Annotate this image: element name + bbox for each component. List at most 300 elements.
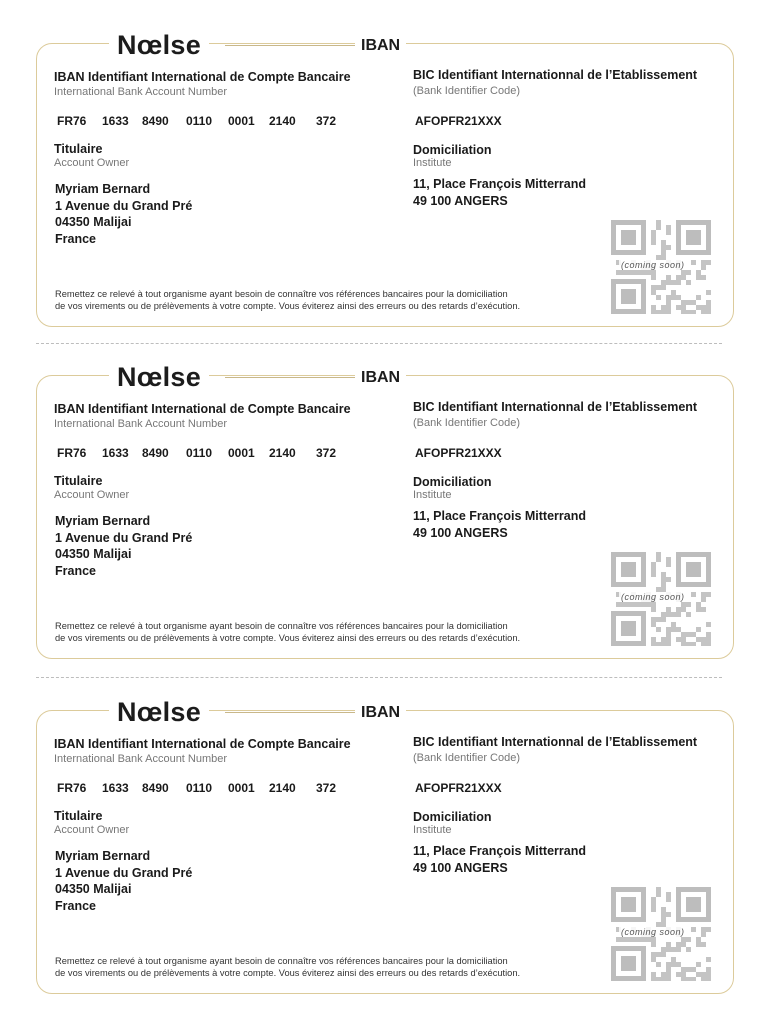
qr-module [696, 627, 701, 632]
qr-caption: (coming soon) [621, 927, 685, 937]
qr-module [616, 937, 621, 942]
qr-module [666, 947, 671, 952]
qr-module [666, 310, 671, 314]
instruction-line: de vos virements ou de prélèvements à votre compte. Vous éviterez ainsi des erreurs ou des retards d’exécution. [55, 301, 521, 311]
qr-module [696, 607, 701, 612]
brand-logo: Nœlse [109, 28, 209, 62]
owner-sublabel: Account Owner [54, 157, 130, 169]
qr-module [681, 937, 686, 942]
owner-name: Myriam Bernard [55, 182, 151, 196]
qr-module [641, 270, 646, 275]
qr-module [641, 602, 646, 607]
qr-module [686, 947, 691, 952]
iban-part: 2140 [269, 781, 296, 795]
iban-heading: IBAN [355, 368, 406, 388]
qr-module [666, 230, 671, 235]
owner-label: Titulaire [54, 809, 103, 823]
qr-module [656, 892, 661, 897]
qr-module [651, 235, 656, 240]
qr-module [686, 602, 691, 607]
qr-module [706, 592, 711, 597]
qr-module [686, 632, 691, 637]
qr-module [651, 602, 656, 607]
qr-module [701, 607, 706, 612]
iban-part: FR76 [57, 781, 87, 795]
qr-module [656, 310, 661, 314]
owner-country: France [55, 899, 96, 913]
iban-part: 8490 [142, 781, 169, 795]
qr-module [681, 607, 686, 612]
qr-module [671, 962, 676, 967]
qr-module [656, 220, 661, 225]
qr-module [631, 270, 636, 275]
qr-module [671, 622, 676, 627]
qr-module [686, 562, 701, 577]
qr-module [656, 642, 661, 646]
qr-module [651, 572, 656, 577]
qr-module [666, 295, 671, 300]
qr-module [686, 270, 691, 275]
owner-address-line: 1 Avenue du Grand Pré [55, 866, 193, 880]
qr-module [706, 637, 711, 642]
qr-module [621, 956, 636, 971]
qr-module [636, 937, 641, 942]
qr-module [661, 577, 666, 582]
qr-module [676, 972, 681, 977]
qr-module [701, 927, 706, 932]
qr-module [621, 289, 636, 304]
qr-module [686, 280, 691, 285]
qr-module [686, 642, 691, 646]
qr-module [651, 902, 656, 907]
qr-module [691, 927, 696, 932]
domiciliation-sublabel: Institute [413, 824, 452, 836]
iban-part: 1633 [102, 114, 129, 128]
qr-module [651, 290, 656, 295]
qr-module [706, 642, 711, 646]
qr-module [686, 612, 691, 617]
qr-module [671, 957, 676, 962]
qr-module [681, 305, 686, 310]
qr-module [701, 932, 706, 937]
qr-module [706, 632, 711, 637]
instruction-line: Remettez ce relevé à tout organisme ayant besoin de connaître vos références bancaires pour la domiciliation [55, 289, 508, 299]
qr-module [666, 245, 671, 250]
bic-sublabel: (Bank Identifier Code) [413, 417, 520, 429]
qr-module [701, 310, 706, 314]
iban-part: 372 [316, 446, 337, 460]
qr-module [681, 967, 686, 972]
owner-country: France [55, 232, 96, 246]
qr-module [701, 305, 706, 310]
qr-module [696, 937, 701, 942]
qr-module [686, 897, 701, 912]
qr-module [651, 642, 656, 646]
owner-country: France [55, 564, 96, 578]
iban-part: 0110 [186, 446, 213, 460]
iban-slip [0, 30, 768, 333]
qr-module [706, 300, 711, 305]
qr-module [666, 642, 671, 646]
iban-part: 0001 [228, 781, 255, 795]
qr-module [701, 637, 706, 642]
instruction-line: de vos virements ou de prélèvements à votre compte. Vous éviterez ainsi des erreurs ou des retards d’exécution. [55, 633, 521, 643]
qr-module [691, 300, 696, 305]
qr-module [671, 295, 676, 300]
owner-label: Titulaire [54, 474, 103, 488]
qr-module [661, 907, 666, 912]
iban-card [36, 362, 734, 659]
qr-module [661, 947, 666, 952]
qr-module [666, 942, 671, 947]
qr-module [651, 637, 656, 642]
qr-module [691, 310, 696, 314]
qr-module [666, 967, 671, 972]
iban-part: 0110 [186, 114, 213, 128]
qr-module [686, 967, 691, 972]
qr-module [621, 230, 636, 245]
qr-module [701, 597, 706, 602]
qr-module [626, 602, 631, 607]
qr-module [661, 972, 666, 977]
qr-module [666, 280, 671, 285]
bic-value: AFOPFR21XXX [415, 446, 502, 460]
qr-module [666, 897, 671, 902]
qr-module [651, 972, 656, 977]
domiciliation-address-line: 11, Place François Mitterrand [413, 177, 586, 191]
qr-module [666, 627, 671, 632]
owner-address-line: 04350 Malijai [55, 882, 132, 896]
qr-module [661, 310, 666, 314]
qr-module [676, 637, 681, 642]
qr-module [621, 937, 626, 942]
qr-module [656, 295, 661, 300]
qr-module [661, 612, 666, 617]
qr-module [621, 270, 626, 275]
bic-sublabel: (Bank Identifier Code) [413, 752, 520, 764]
qr-module [666, 275, 671, 280]
iban-number [57, 114, 356, 128]
iban-part: 8490 [142, 114, 169, 128]
iban-part: 0110 [186, 781, 213, 795]
qr-module [651, 607, 656, 612]
brand-logo: Nœlse [109, 695, 209, 729]
qr-module [666, 632, 671, 637]
qr-module [701, 260, 706, 265]
qr-module [691, 592, 696, 597]
bic-label: BIC Identifiant Internationnal de l’Etablissement [413, 68, 698, 82]
bic-sublabel: (Bank Identifier Code) [413, 85, 520, 97]
iban-part: 372 [316, 114, 337, 128]
qr-module [681, 275, 686, 280]
qr-module [646, 270, 651, 275]
iban-sublabel: International Bank Account Number [54, 753, 228, 765]
qr-module [666, 912, 671, 917]
qr-module [706, 305, 711, 310]
qr-module [666, 637, 671, 642]
qr-module [666, 577, 671, 582]
qr-module [661, 582, 666, 587]
iban-number [57, 446, 356, 460]
instruction-line: de vos virements ou de prélèvements à votre compte. Vous éviterez ainsi des erreurs ou des retards d’exécution. [55, 968, 521, 978]
qr-module [696, 972, 701, 977]
qr-module [686, 300, 691, 305]
qr-module [686, 977, 691, 981]
qr-module [661, 285, 666, 290]
qr-module [681, 642, 686, 646]
qr-module [656, 552, 661, 557]
qr-module [706, 290, 711, 295]
iban-part: 1633 [102, 446, 129, 460]
qr-module [666, 962, 671, 967]
qr-module [681, 300, 686, 305]
qr-module [651, 617, 656, 622]
qr-module [701, 942, 706, 947]
qr-module [676, 947, 681, 952]
qr-module [676, 280, 681, 285]
qr-module [651, 952, 656, 957]
bic-label: BIC Identifiant Internationnal de l’Etablissement [413, 400, 698, 414]
qr-module [621, 621, 636, 636]
qr-module [666, 225, 671, 230]
qr-module [691, 632, 696, 637]
domiciliation-label: Domiciliation [413, 810, 492, 824]
qr-module [676, 942, 681, 947]
iban-part: FR76 [57, 446, 87, 460]
qr-module [696, 962, 701, 967]
iban-slip [0, 362, 768, 665]
brand-logo: Nœlse [109, 360, 209, 394]
qr-module [651, 305, 656, 310]
iban-label: IBAN Identifiant International de Compte Bancaire [54, 402, 351, 416]
qr-module [666, 562, 671, 567]
qr-module [661, 952, 666, 957]
qr-module [681, 942, 686, 947]
instruction-note [55, 620, 615, 644]
owner-address-line: 04350 Malijai [55, 215, 132, 229]
qr-module [646, 602, 651, 607]
qr-module [651, 240, 656, 245]
qr-module [701, 972, 706, 977]
domiciliation-address-line: 11, Place François Mitterrand [413, 844, 586, 858]
qr-module [651, 275, 656, 280]
iban-part: 0001 [228, 446, 255, 460]
qr-module [621, 602, 626, 607]
qr-module [676, 295, 681, 300]
qr-module [681, 602, 686, 607]
qr-module [641, 937, 646, 942]
qr-module [676, 962, 681, 967]
qr-module [696, 270, 701, 275]
qr-module [661, 250, 666, 255]
owner-address-line: 1 Avenue du Grand Pré [55, 199, 193, 213]
qr-module [696, 942, 701, 947]
qr-module [651, 567, 656, 572]
qr-module [671, 612, 676, 617]
iban-card [36, 30, 734, 327]
qr-module [676, 275, 681, 280]
iban-part: 1633 [102, 781, 129, 795]
qr-module [681, 637, 686, 642]
qr-module [661, 245, 666, 250]
qr-module [651, 907, 656, 912]
qr-module [706, 957, 711, 962]
iban-label: IBAN Identifiant International de Compte Bancaire [54, 70, 351, 84]
qr-module [706, 260, 711, 265]
qr-module [661, 240, 666, 245]
qr-module [661, 305, 666, 310]
instruction-note [55, 955, 615, 979]
qr-module [651, 622, 656, 627]
cut-line [36, 343, 722, 344]
iban-card [36, 697, 734, 994]
qr-module [656, 952, 661, 957]
qr-module [676, 612, 681, 617]
iban-heading: IBAN [355, 36, 406, 56]
qr-module [631, 937, 636, 942]
qr-module [666, 972, 671, 977]
iban-part: 8490 [142, 446, 169, 460]
qr-module [661, 917, 666, 922]
qr-module [681, 977, 686, 981]
qr-module [676, 607, 681, 612]
cut-line [36, 677, 722, 678]
qr-module [666, 977, 671, 981]
qr-module [661, 912, 666, 917]
domiciliation-city: 49 100 ANGERS [413, 861, 508, 875]
qr-module [656, 627, 661, 632]
qr-module [681, 270, 686, 275]
qr-module [651, 942, 656, 947]
qr-module [706, 310, 711, 314]
qr-module [701, 642, 706, 646]
qr-module [656, 977, 661, 981]
iban-part: 0001 [228, 114, 255, 128]
qr-module [656, 557, 661, 562]
bic-value: AFOPFR21XXX [415, 781, 502, 795]
qr-module [676, 627, 681, 632]
qr-module [686, 310, 691, 314]
qr-module [671, 627, 676, 632]
qr-module [706, 967, 711, 972]
qr-module [651, 562, 656, 567]
qr-module [701, 592, 706, 597]
iban-part: 2140 [269, 114, 296, 128]
qr-module [671, 290, 676, 295]
qr-module [656, 285, 661, 290]
qr-caption: (coming soon) [621, 260, 685, 270]
iban-number [57, 781, 356, 795]
qr-module [661, 642, 666, 646]
iban-part: 2140 [269, 446, 296, 460]
qr-module [651, 230, 656, 235]
owner-sublabel: Account Owner [54, 489, 130, 501]
qr-module [651, 270, 656, 275]
qr-module [626, 270, 631, 275]
iban-heading: IBAN [355, 703, 406, 723]
bic-label: BIC Identifiant Internationnal de l’Etablissement [413, 735, 698, 749]
qr-module [656, 225, 661, 230]
owner-address-line: 1 Avenue du Grand Pré [55, 531, 193, 545]
qr-module [636, 270, 641, 275]
owner-address-line: 04350 Malijai [55, 547, 132, 561]
qr-module [701, 275, 706, 280]
domiciliation-city: 49 100 ANGERS [413, 526, 508, 540]
instruction-note [55, 288, 615, 312]
qr-module [706, 927, 711, 932]
iban-sublabel: International Bank Account Number [54, 86, 228, 98]
domiciliation-sublabel: Institute [413, 157, 452, 169]
qr-module [706, 977, 711, 981]
qr-module [666, 892, 671, 897]
qr-module [631, 602, 636, 607]
qr-module [671, 280, 676, 285]
qr-module [661, 280, 666, 285]
domiciliation-label: Domiciliation [413, 475, 492, 489]
qr-module [661, 617, 666, 622]
qr-module [616, 602, 621, 607]
bic-value: AFOPFR21XXX [415, 114, 502, 128]
owner-name: Myriam Bernard [55, 514, 151, 528]
qr-module [676, 305, 681, 310]
qr-module [706, 622, 711, 627]
iban-label: IBAN Identifiant International de Compte Bancaire [54, 737, 351, 751]
qr-module [656, 617, 661, 622]
qr-module [666, 305, 671, 310]
qr-module [646, 937, 651, 942]
iban-slip [0, 697, 768, 1000]
qr-module [616, 270, 621, 275]
domiciliation-sublabel: Institute [413, 489, 452, 501]
qr-module [651, 977, 656, 981]
qr-module [666, 612, 671, 617]
qr-module [656, 887, 661, 892]
qr-module [686, 937, 691, 942]
domiciliation-address-line: 11, Place François Mitterrand [413, 509, 586, 523]
qr-module [656, 962, 661, 967]
iban-part: 372 [316, 781, 337, 795]
qr-module [651, 285, 656, 290]
qr-module [686, 230, 701, 245]
qr-module [691, 260, 696, 265]
instruction-line: Remettez ce relevé à tout organisme ayant besoin de connaître vos références bancaires pour la domiciliation [55, 621, 508, 631]
qr-module [681, 310, 686, 314]
qr-module [636, 602, 641, 607]
qr-module [621, 897, 636, 912]
qr-module [666, 607, 671, 612]
qr-module [691, 977, 696, 981]
qr-module [701, 977, 706, 981]
qr-module [681, 972, 686, 977]
qr-module [626, 937, 631, 942]
qr-module [651, 897, 656, 902]
qr-module [696, 305, 701, 310]
qr-module [696, 602, 701, 607]
qr-module [666, 300, 671, 305]
owner-sublabel: Account Owner [54, 824, 130, 836]
qr-module [671, 947, 676, 952]
qr-module [696, 637, 701, 642]
qr-module [651, 937, 656, 942]
qr-module [691, 967, 696, 972]
qr-module [681, 632, 686, 637]
domiciliation-city: 49 100 ANGERS [413, 194, 508, 208]
qr-module [696, 295, 701, 300]
qr-module [651, 310, 656, 314]
qr-module [651, 957, 656, 962]
qr-caption: (coming soon) [621, 592, 685, 602]
qr-module [706, 972, 711, 977]
